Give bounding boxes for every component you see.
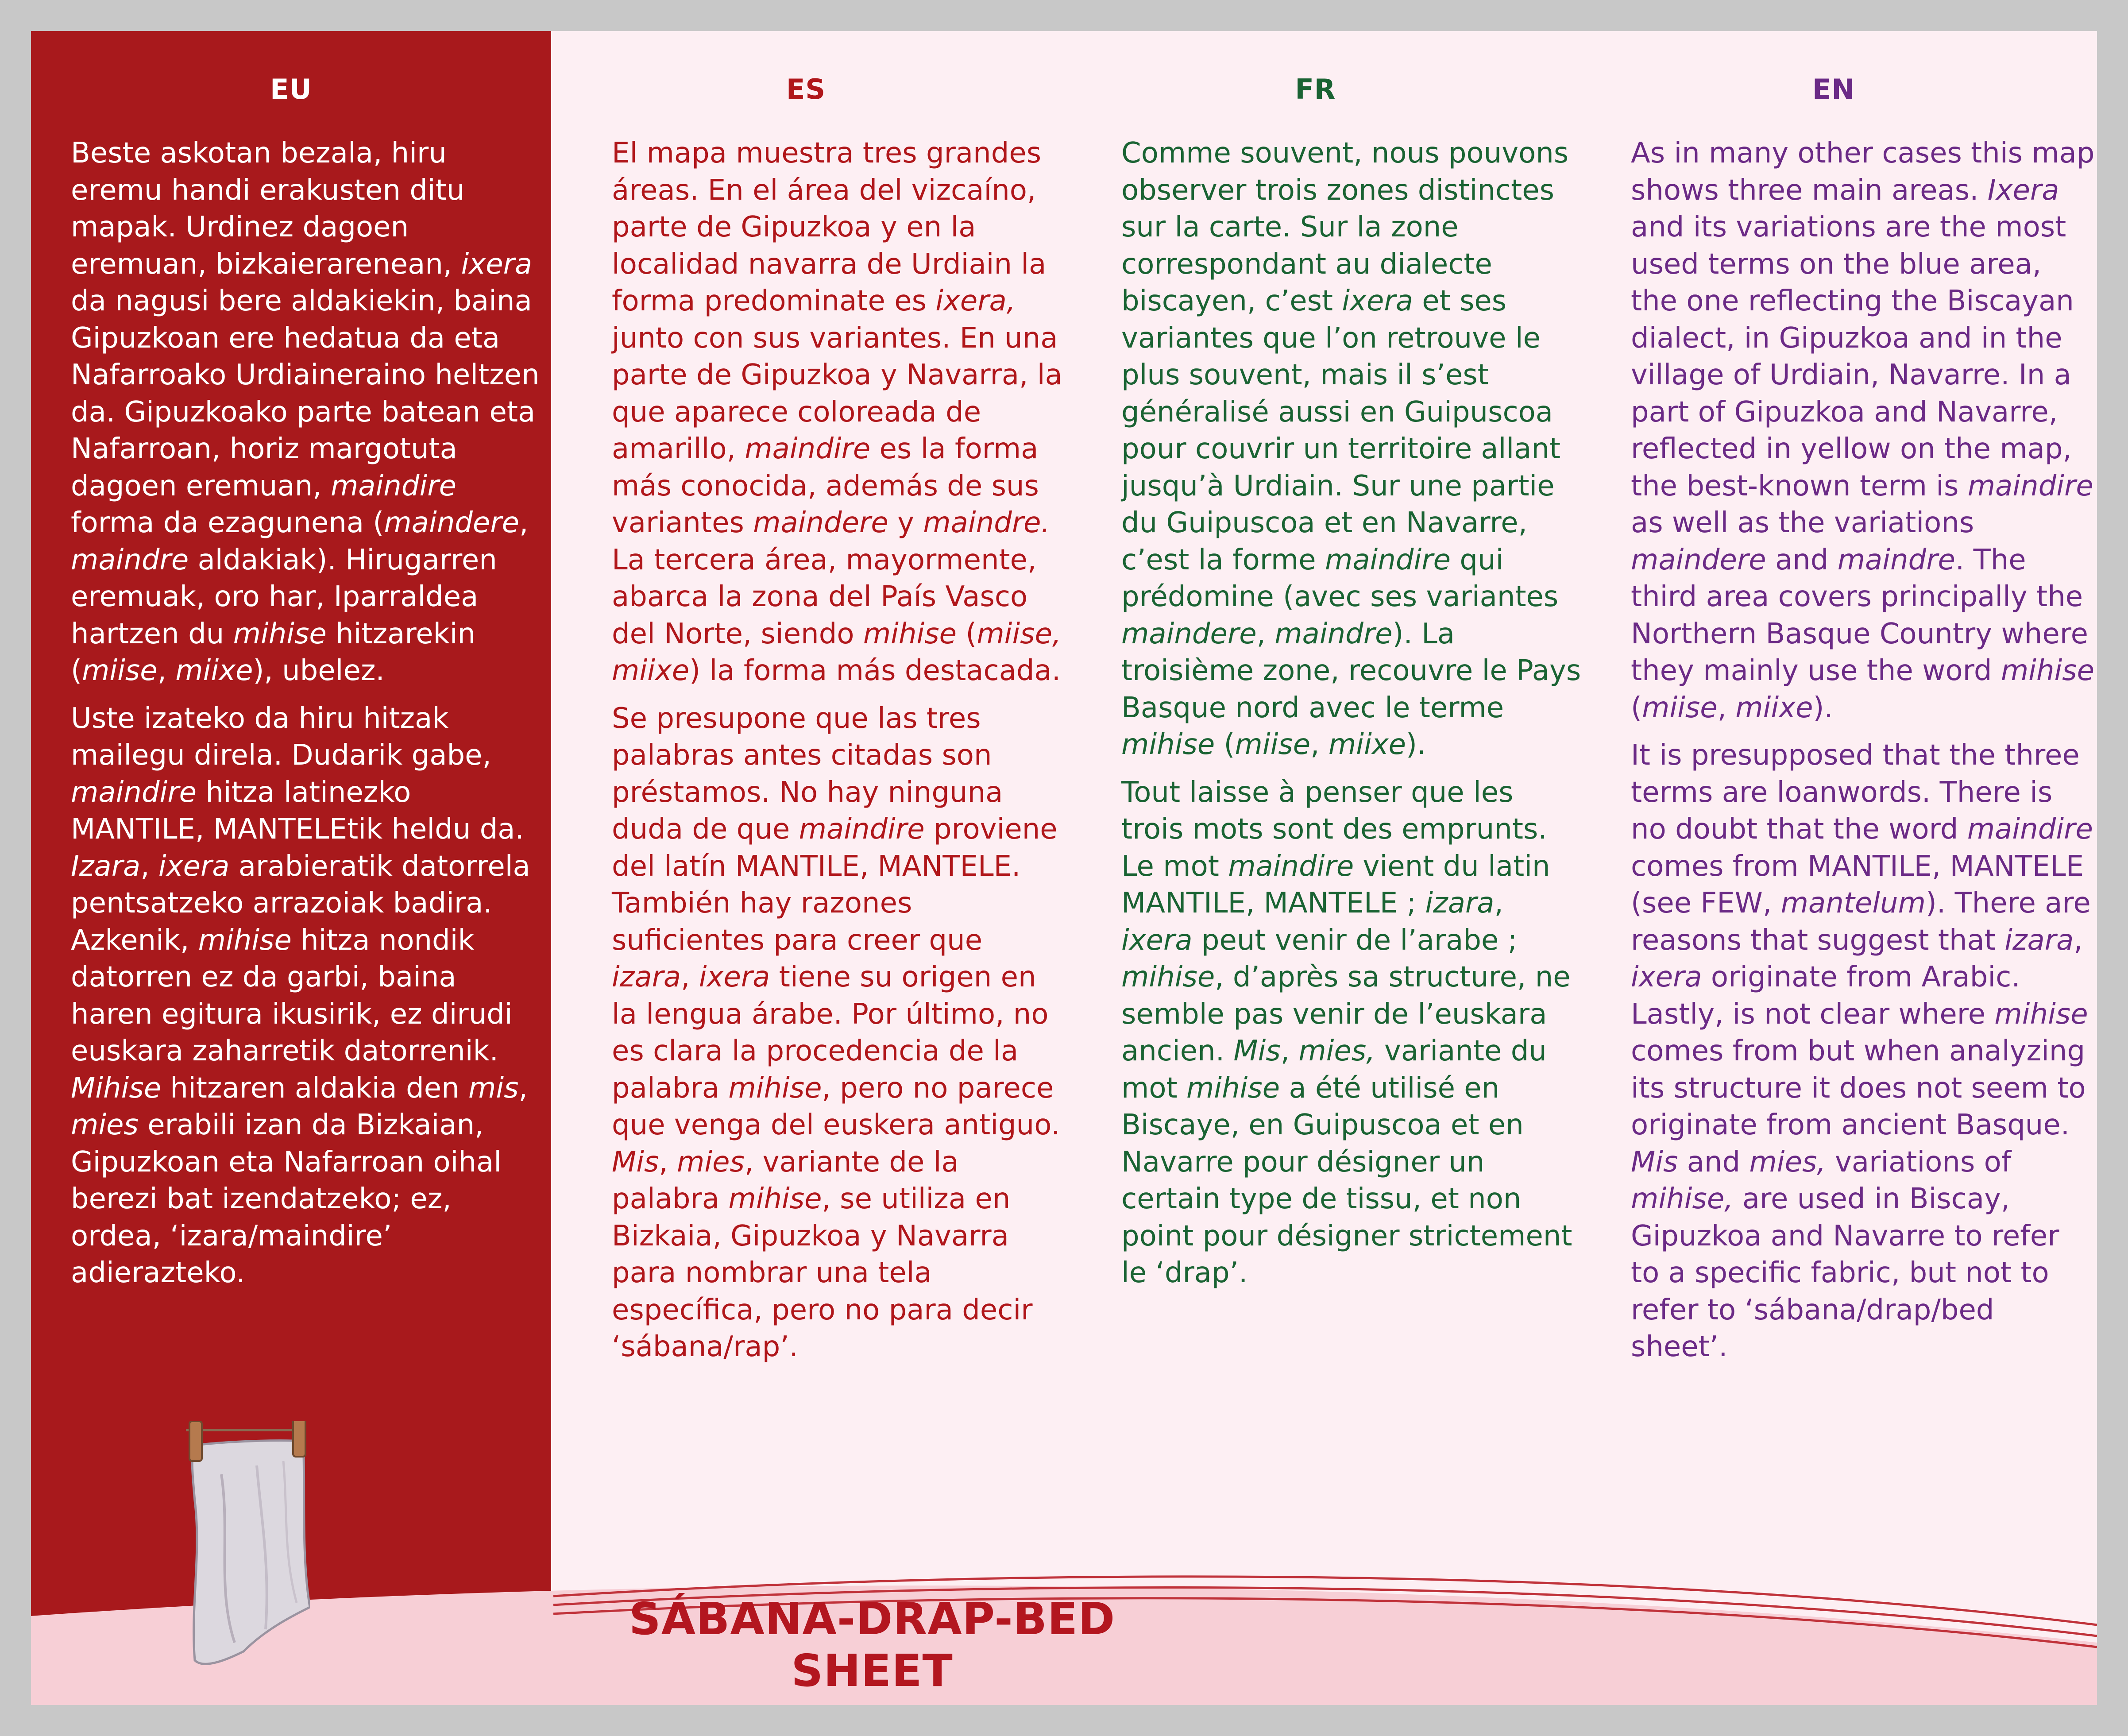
text-run: ). xyxy=(1813,691,1833,724)
text-run: It is presupposed that the three terms are loanwords. There is no doubt that the word xyxy=(1631,739,2080,846)
text-run: ), ubelez. xyxy=(253,654,385,687)
italic-term: miixe xyxy=(1735,691,1813,724)
italic-term: izara xyxy=(2004,924,2074,957)
italic-term: maindere xyxy=(1121,617,1257,650)
heading-en: EN xyxy=(1812,73,1855,105)
clothespin-left xyxy=(189,1421,202,1461)
italic-term: maindire xyxy=(71,776,197,809)
text-run: ). xyxy=(1406,728,1426,761)
paragraph-eu-1 xyxy=(71,135,545,690)
italic-term: ixera xyxy=(1342,285,1413,317)
text-run: , xyxy=(659,1145,677,1179)
footer-title: SÁBANA-DRAP-BED SHEET xyxy=(629,1593,1116,1697)
italic-term: ixera xyxy=(158,850,230,883)
italic-term: ixera xyxy=(461,247,533,281)
text-run: As in many other cases this map shows three main areas. xyxy=(1631,137,2095,207)
italic-term: ixera xyxy=(1121,924,1193,957)
text-run: aldakiak). Hirugarren eremuak, oro har, Iparraldea hartzen du xyxy=(71,543,497,650)
text-run: ). La troisième zone, recouvre le Pays Basque nord avec le terme xyxy=(1121,617,1581,724)
italic-term: maindire xyxy=(330,469,456,503)
italic-term: ixera xyxy=(1631,961,1702,994)
text-run: forma da ezagunena ( xyxy=(71,506,384,539)
text-run: , xyxy=(157,654,176,687)
italic-term: mihise xyxy=(1121,728,1215,761)
text-run: hitzaren aldakia den xyxy=(161,1071,468,1105)
text-run: and xyxy=(1678,1145,1750,1179)
text-run: hitzarekin ( xyxy=(71,617,476,687)
text-run: Comme souvent, nous pouvons observer trois zones distinctes sur la carte. Sur la zone correspondant au dialecte biscayen, c’est xyxy=(1121,137,1569,317)
body-es xyxy=(612,135,1063,1376)
italic-term: mihise, xyxy=(1631,1183,1734,1215)
italic-term: maindire xyxy=(1967,469,2093,503)
paragraph-es-2 xyxy=(612,700,1063,1366)
text-run: peut venir de l’arabe ; xyxy=(1192,924,1518,957)
italic-term: maindre xyxy=(1274,617,1393,650)
text-run: ( xyxy=(957,617,977,650)
italic-term: miixe xyxy=(612,654,690,687)
italic-term: Mis xyxy=(1631,1145,1678,1179)
paragraph-es-1 xyxy=(612,135,1063,690)
italic-term: Ixera xyxy=(1987,174,2059,207)
italic-term: Mis xyxy=(612,1145,659,1179)
text-run: , xyxy=(518,1071,528,1105)
text-run: Se presupone que las tres palabras antes citadas son préstamos. No hay ninguna duda de que xyxy=(612,702,1003,846)
text-run: da nagusi bere aldakiekin, baina Gipuzkoan ere hedatua da eta Nafarroako Urdiaineraino heltzen da. Gipuzkoako parte batean eta Nafarroan, horiz margotuta dagoen eremuan, xyxy=(71,285,540,503)
italic-term: mihise xyxy=(1121,961,1215,994)
text-run: . The third area covers principally the Northern Basque Country where they mainly use the word xyxy=(1631,543,2088,687)
text-run: Uste izateko da hiru hitzak mailegu direla. Dudarik gabe, xyxy=(71,702,491,772)
italic-term: maindire xyxy=(745,433,871,465)
text-run: variations of xyxy=(1826,1145,2012,1179)
italic-term: miixe xyxy=(1328,728,1406,761)
page xyxy=(31,31,2097,1705)
italic-term: mihise xyxy=(233,617,327,650)
text-run: , se utiliza en Bizkaia, Gipuzkoa y Navarra para nombrar una tela específica, pero no para decir ‘sábana/rap’. xyxy=(612,1183,1033,1363)
text-run: proviene del latín MANTILE, MANTELE. También hay razones suficientes para creer que xyxy=(612,813,1058,957)
italic-term: izara xyxy=(1425,887,1495,920)
paragraph-en-1 xyxy=(1631,135,2096,727)
italic-term: mies, xyxy=(1749,1145,1826,1179)
clothespin-right xyxy=(293,1421,305,1457)
italic-term: mihise xyxy=(728,1183,822,1215)
text-run: hitza latinezko MANTILE, MANTELEtik heldu da. xyxy=(71,776,524,846)
text-run: , xyxy=(1280,1035,1299,1067)
text-run: , variante de la palabra xyxy=(612,1145,959,1215)
text-run: comes from but when analyzing its structure it does not seem to originate from ancient Basque. xyxy=(1631,1035,2086,1141)
text-run: qui prédomine (avec ses variantes xyxy=(1121,543,1559,613)
text-run: , xyxy=(2074,924,2083,957)
italic-term: miise xyxy=(1235,728,1311,761)
italic-term: izara xyxy=(612,961,681,994)
italic-term: mis xyxy=(468,1071,519,1105)
text-run: , xyxy=(1256,617,1275,650)
italic-term: ixera, xyxy=(935,285,1016,317)
italic-term: mantelum xyxy=(1780,887,1926,920)
text-run: , xyxy=(1717,691,1736,724)
text-run: ( xyxy=(1215,728,1235,761)
italic-term: maindire xyxy=(1228,850,1354,883)
text-run: erabili izan da Bizkaian, Gipuzkoan eta Nafarroan oihal berezi bat izendatzeko; ez, ordea, ‘izara/maindire’ adierazteko. xyxy=(71,1109,502,1289)
italic-term: maindere xyxy=(753,506,888,539)
text-run: vient du latin MANTILE, MANTELE ; xyxy=(1121,850,1550,920)
italic-term: mihise xyxy=(728,1071,822,1105)
heading-fr: FR xyxy=(1295,73,1336,105)
italic-term: mihise xyxy=(1186,1071,1280,1105)
paragraph-fr-2 xyxy=(1121,774,1582,1292)
italic-term: mihise xyxy=(863,617,957,650)
italic-term: maindre xyxy=(71,543,189,576)
italic-term: miixe xyxy=(175,654,253,687)
text-run: ). There are reasons that suggest that xyxy=(1631,887,2091,957)
text-run: , xyxy=(1310,728,1329,761)
text-run: , xyxy=(140,850,158,883)
text-run: variante du mot xyxy=(1121,1035,1547,1105)
italic-term: maindre xyxy=(1837,543,1955,576)
italic-term: Mihise xyxy=(71,1071,162,1105)
text-run: and xyxy=(1766,543,1838,576)
text-run: hitza nondik datorren ez da garbi, baina haren egitura ikusirik, ez dirudi euskara zaharretik datorrenik. xyxy=(71,924,513,1067)
text-run: comes from MANTILE, MANTELE (see FEW, xyxy=(1631,850,2084,920)
text-run: originate from Arabic. Lastly, is not clear where xyxy=(1631,961,2020,1031)
body-eu xyxy=(71,135,545,1303)
text-run: , xyxy=(1494,887,1503,920)
paragraph-fr-1 xyxy=(1121,135,1582,764)
body-fr xyxy=(1121,135,1582,1303)
italic-term: miise, xyxy=(977,617,1062,650)
text-run: , xyxy=(681,961,699,994)
text-run: El mapa muestra tres grandes áreas. En el área del vizcaíno, parte de Gipuzkoa y en la localidad navarra de Urdiain la forma predominate es xyxy=(612,137,1047,317)
italic-term: miise xyxy=(1641,691,1718,724)
italic-term: miise xyxy=(81,654,158,687)
italic-term: mies xyxy=(677,1145,745,1179)
italic-term: maindere xyxy=(384,506,519,539)
italic-term: maindire xyxy=(799,813,925,846)
italic-term: mies xyxy=(71,1109,139,1141)
italic-term: Izara xyxy=(71,850,141,883)
italic-term: mihise xyxy=(2001,654,2094,687)
hanging-sheet-icon xyxy=(177,1421,310,1674)
text-run: as well as the variations xyxy=(1631,506,1974,539)
text-run: La tercera área, mayormente, abarca la zona del País Vasco del Norte, siendo xyxy=(612,543,1037,650)
text-run: y xyxy=(888,506,923,539)
body-en xyxy=(1631,135,2096,1376)
heading-eu: EU xyxy=(270,73,312,105)
text-run: are used in Biscay, Gipuzkoa and Navarre to refer to a specific fabric, but not to refer to ‘sábana/drap/bed sheet’. xyxy=(1631,1183,2059,1363)
heading-es: ES xyxy=(786,73,826,105)
text-run: , pero no parece que venga del euskera antiguo. xyxy=(612,1071,1060,1141)
italic-term: Mis xyxy=(1233,1035,1281,1067)
italic-term: maindre. xyxy=(923,506,1050,539)
text-run: ) la forma más destacada. xyxy=(689,654,1061,687)
italic-term: mies, xyxy=(1298,1035,1375,1067)
text-run: Beste askotan bezala, hiru eremu handi erakusten ditu mapak. Urdinez dagoen eremuan, bizkaierarenean, xyxy=(71,137,465,281)
sheet-cloth xyxy=(192,1441,310,1664)
text-run: , d’après sa structure, ne semble pas venir de l’euskara ancien. xyxy=(1121,961,1571,1067)
italic-term: maindire xyxy=(1325,543,1451,576)
text-run: Tout laisse à penser que les trois mots sont des emprunts. Le mot xyxy=(1121,776,1547,883)
italic-term: maindere xyxy=(1631,543,1766,576)
text-run: et ses variantes que l’on retrouve le plus souvent, mais il s’est généralisé aussi en Guipuscoa pour couvrir un territoire allant jusqu’à Urdiain. Sur une partie du Guipuscoa et en Navarre, c’est la forme xyxy=(1121,285,1561,576)
paragraph-en-2 xyxy=(1631,737,2096,1366)
text-run: tiene su origen en la lengua árabe. Por último, no es clara la procedencia de la palabra xyxy=(612,961,1049,1105)
italic-term: mihise xyxy=(1994,998,2088,1031)
text-run: es la forma más conocida, además de sus variantes xyxy=(612,433,1039,539)
text-run: a été utilisé en Biscaye, en Guipuscoa et en Navarre pour désigner un certain type de tissu, et non point pour désigner strictement le ‘drap’. xyxy=(1121,1071,1572,1289)
text-run: arabieratik datorrela pentsatzeko arrazoiak badira. Azkenik, xyxy=(71,850,530,957)
italic-term: mihise xyxy=(198,924,292,957)
text-run: , xyxy=(519,506,529,539)
text-run: ( xyxy=(1631,691,1642,724)
italic-term: ixera xyxy=(699,961,770,994)
text-run: and its variations are the most used terms on the blue area, the one reflecting the Biscayan dialect, in Gipuzkoa and in the village of Urdiain, Navarre. In a part of Gipuzkoa and Navarre, reflected in yellow on the map, the best-known term is xyxy=(1631,211,2074,503)
italic-term: maindire xyxy=(1967,813,2093,846)
paragraph-eu-2 xyxy=(71,700,545,1292)
text-run: junto con sus variantes. En una parte de Gipuzkoa y Navarra, la que aparece coloreada de amarillo, xyxy=(612,321,1062,465)
